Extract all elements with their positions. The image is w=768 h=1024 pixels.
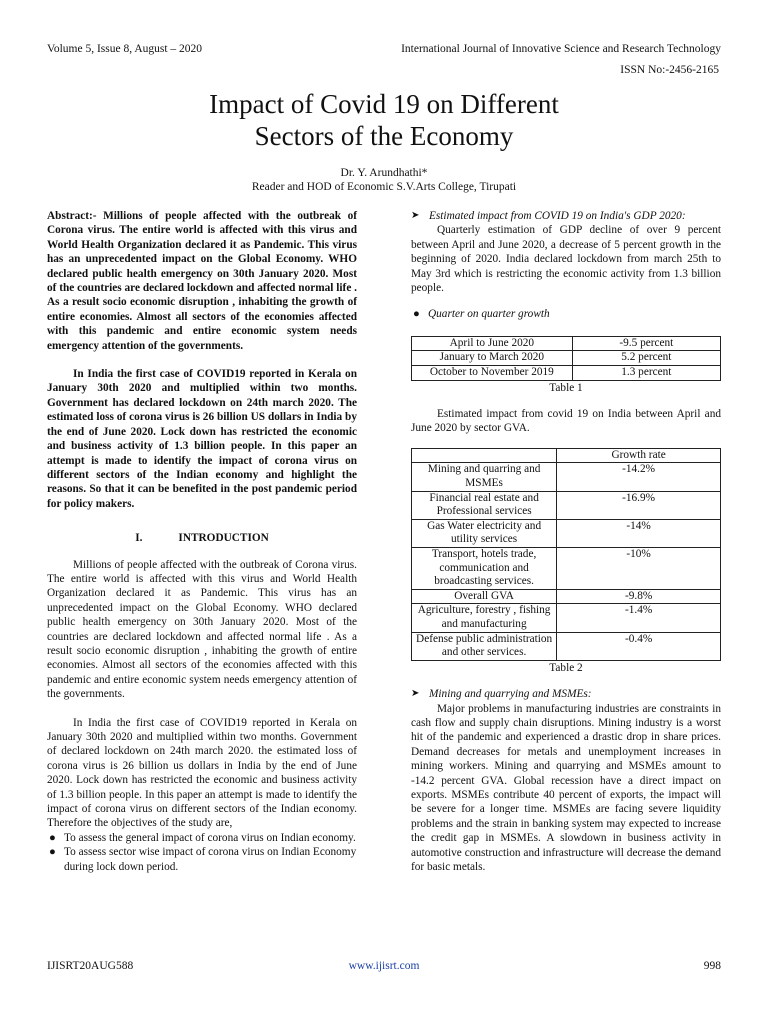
author-name: Dr. Y. Arundhathi* xyxy=(340,167,428,179)
issn: ISSN No:-2456-2165 xyxy=(620,64,719,76)
table-sector-gva xyxy=(411,448,721,661)
table-row: Mining and quarring and MSMEs -14.2% xyxy=(412,463,721,491)
table1-caption: Table 1 xyxy=(549,381,583,394)
title-line-2: Sectors of the Economy xyxy=(254,121,514,151)
bullet-icon: ● xyxy=(413,308,420,321)
table-row: Gas Water electricity and utility services -14% xyxy=(412,519,721,547)
abstract-paragraph-2: In India the first case of COVID19 reported in Kerala on January 30th 2020 and multiplied within two months. Government has declared lockdown on 24th march 2020. The estimated loss of corona virus is 26 billion US dollars in India by the end of June 2020. Lock down has restricted the economic and business activity of 1.3 billion people. In this paper an attempt is made to identify the impact of corona virus on different sectors of the Indian economy and highlight the reasons. So that it can be benefited in the post pandemic period for policy makers. xyxy=(47,368,357,510)
section-number: I. xyxy=(135,532,143,545)
author-affiliation: Reader and HOD of Economic S.V.Arts College, Tirupati xyxy=(251,181,517,193)
gdp-heading: ➤ Estimated impact from COVID 19 on India's GDP 2020: xyxy=(411,210,686,222)
intro-paragraph-1: Millions of people affected with the outbreak of Corona virus. The entire world is affected with this virus and World Health Organization declared it as Pandemic. This virus has an unprecedented impact on the Global Economy. WHO declared public health emergency on 30th January 2020. Most of the countries are declared lockdown and affected normal life . As a result socio economic disruption , inhabiting the growth of entire economies. Almost all sectors of the economies affected with this pandemic and entire economic system needs emergency attention of the governments. xyxy=(47,558,357,701)
left-column xyxy=(47,209,357,874)
arrow-bullet-icon: ➤ xyxy=(411,210,420,221)
section-heading xyxy=(47,531,357,545)
title-line-1: Impact of Covid 19 on Different xyxy=(209,89,559,119)
mining-heading: ➤ Mining and quarrying and MSMEs: xyxy=(411,688,592,701)
table-row: April to June 2020 -9.5 percent xyxy=(412,336,721,351)
page-number: 998 xyxy=(703,960,721,972)
volume-info: Volume 5, Issue 8, August – 2020 xyxy=(47,43,203,55)
objectives-list xyxy=(47,831,357,874)
abstract: Abstract:- Millions of people affected with the outbreak of Corona virus. The entire world is affected with this virus and World Health Organization declared it as Pandemic. This virus has an unprecedented impact on the Global Economy. WHO declared public health emergency on 30th January 2020. Most of the countries are declared lockdown and affected normal life . As a result socio economic disruption , inhabiting the growth of entire economies. Almost all sectors of the economies affected with this pandemic and entire economic system needs emergency attention of the governments. xyxy=(47,210,357,352)
paper-id: IJISRT20AUG588 xyxy=(47,960,134,972)
table-row: Defense public administration and other services. -0.4% xyxy=(412,632,721,660)
quarter-heading: ● Quarter on quarter growth xyxy=(413,308,550,321)
journal-name: International Journal of Innovative Science and Research Technology xyxy=(401,43,721,55)
intro-paragraph-2: In India the first case of COVID19 reported in Kerala on January 30th 2020 and multiplied within two months. Government of declared lockdown on 24th march 2020. the estimated loss of corona virus is 26 billion us dollars in India by the end of June 2020. Lock down has restricted the economic and business activity of 1.3 billion people. In this paper an attempt is made to identify the impact of corona virus on different sectors of the Indian economy. Therefore the objectives of the study are, xyxy=(47,716,357,830)
table-row: Overall GVA -9.8% xyxy=(412,589,721,604)
bullet-icon: ● xyxy=(49,831,56,844)
table-row: October to November 2019 1.3 percent xyxy=(412,366,721,381)
table-quarter-growth xyxy=(411,336,721,381)
mining-paragraph: Major problems in manufacturing industries are constraints in cash flow and supply chain disruptions. Mining industry is a worst hit of the pandemic and experienced a drastic drop in share prices. Demand decreases for metals and unemployment increases in mining workers. Mining and quarrying and MSMEs amount to -14.2 percent GVA. Global recession have a direct impact on exports. MSMEs contribute 40 percent of exports, the impact will be severe for a longer time. MSMEs are facing severe liquidity problems and the strain in banking system may expected to increase the credit gap in MSMEs. A slowdown in business activity in automotive construction and infrastructure will decrease the demand for basic metals. xyxy=(411,702,721,874)
list-item: ● To assess sector wise impact of corona virus on Indian Economy during lock down period. xyxy=(49,846,357,873)
table-header-row: Growth rate xyxy=(412,448,721,463)
table2-caption: Table 2 xyxy=(549,661,583,674)
table-row: January to March 2020 5.2 percent xyxy=(412,351,721,366)
right-column xyxy=(411,209,721,874)
gdp-paragraph: Quarterly estimation of GDP decline of over 9 percent between April and June 2020, a decrease of 5 percent growth in the beginning of 2020. India declared lockdown from march 25th to May 3rd which is restricting the economic activity from 1.3 billion people. xyxy=(411,224,721,295)
page-title xyxy=(0,88,768,152)
gva-paragraph: Estimated impact from covid 19 on India between April and June 2020 by sector GVA. xyxy=(411,408,721,435)
list-item: ● To assess the general impact of corona virus on Indian economy. xyxy=(49,831,356,844)
table-row: Financial real estate and Professional services -16.9% xyxy=(412,491,721,519)
section-title: INTRODUCTION xyxy=(178,532,269,545)
table-row: Agriculture, forestry , fishing and manufacturing -1.4% xyxy=(412,604,721,632)
bullet-icon: ● xyxy=(49,846,56,859)
arrow-bullet-icon: ➤ xyxy=(411,688,420,700)
website-link[interactable]: www.ijisrt.com xyxy=(348,960,420,972)
table-row: Transport, hotels trade, communication and broadcasting services. -10% xyxy=(412,548,721,590)
